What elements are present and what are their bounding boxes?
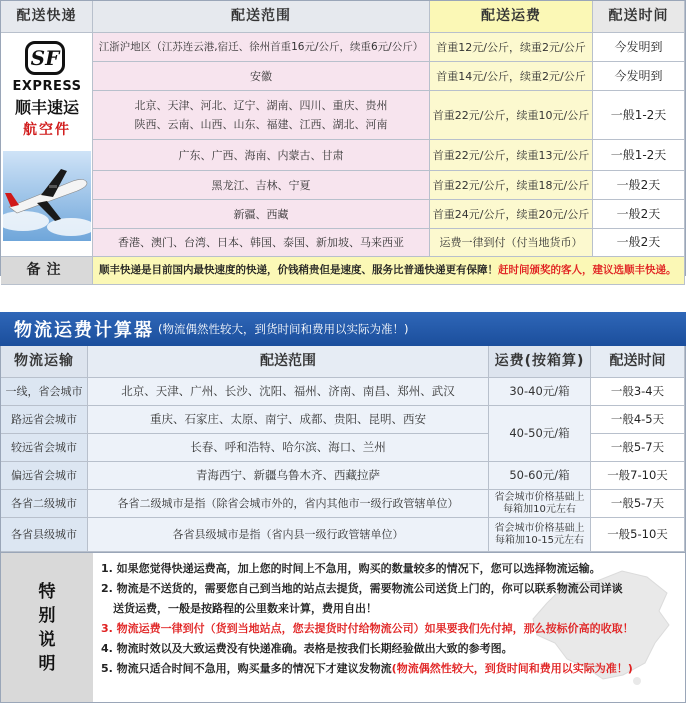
range-row-3 <box>93 91 430 140</box>
note-main-text: 顺丰快递是目前国内最快速度的快递，价钱稍贵但是速度、服务比普通快递更有保障！ <box>99 264 498 276</box>
logistics-table <box>0 346 686 552</box>
sf-company-name: 顺丰速运 <box>14 98 79 117</box>
calc-time-row-3: 一般5-7天 <box>591 434 685 462</box>
calc-header-range: 配送范围 <box>88 346 489 378</box>
time-row-3: 一般1-2天 <box>593 91 685 140</box>
calc-price-row-1: 30-40元/箱 <box>489 378 591 406</box>
calc-price-row-5 <box>489 490 591 518</box>
header-range: 配送范围 <box>93 1 430 33</box>
time-row-4: 一般1-2天 <box>593 140 685 171</box>
note-item-1: 1. 如果您觉得快递运费高，加上您的时间上不急用，购买的数量较多的情况下，您可以选择物流运输。 <box>101 562 601 575</box>
notes-label <box>1 553 93 702</box>
calc-time-row-2: 一般4-5天 <box>591 406 685 434</box>
calc-range-row-1: 北京、天津、广州、长沙、沈阳、福州、济南、南昌、郑州、武汉 <box>88 378 489 406</box>
sf-logo-panel <box>1 33 93 257</box>
calc-range-row-3: 长春、呼和浩特、哈尔滨、海口、兰州 <box>88 434 489 462</box>
calc-type-row-5: 各省二级城市 <box>1 490 88 518</box>
calc-price-row-5-line-1: 省会城市价格基础上 <box>494 491 585 503</box>
range-row-4: 广东、广西、海南、内蒙古、甘肃 <box>93 140 430 171</box>
header-time: 配送时间 <box>593 1 685 33</box>
time-row-1: 今发明到 <box>593 33 685 62</box>
calc-header-type: 物流运输 <box>1 346 88 378</box>
note-item-4: 4. 物流时效以及大致运费没有快递准确。表格是按我们长期经验做出大致的参考图。 <box>101 642 513 655</box>
calc-range-row-2: 重庆、石家庄、太原、南宁、成都、贵阳、昆明、西安 <box>88 406 489 434</box>
header-express: 配送快递 <box>1 1 93 33</box>
calc-price-row-6-line-1: 省会城市价格基础上 <box>494 522 585 534</box>
calc-type-row-1: 一线，省会城市 <box>1 378 88 406</box>
time-row-5: 一般2天 <box>593 171 685 200</box>
calc-time-row-4: 一般7-10天 <box>591 462 685 490</box>
fee-row-4: 首重22元/公斤，续重13元/公斤 <box>430 140 593 171</box>
calc-type-row-3: 较远省会城市 <box>1 434 88 462</box>
range-row-7: 香港、澳门、台湾、日本、韩国、泰国、新加坡、马来西亚 <box>93 229 430 257</box>
calc-subtitle: (物流偶然性较大，到货时间和费用以实际为准！) <box>158 322 409 336</box>
note-item-3: 3. 物流运费一律到付（货到当地站点，您去提货时付给物流公司）如果要我们先付掉，那么按标价高的收取！ <box>101 622 634 635</box>
fee-row-2: 首重14元/公斤，续重2元/公斤 <box>430 62 593 91</box>
calc-title: 物流运费计算器 <box>14 320 154 341</box>
note-item-5-red: (物流偶然性较大，到货时间和费用以实际为准！) <box>391 662 633 675</box>
sf-logo-icon: SF <box>25 41 65 75</box>
header-fee: 配送运费 <box>430 1 593 33</box>
notes-body <box>101 559 681 699</box>
fee-row-5: 首重22元/公斤，续重18元/公斤 <box>430 171 593 200</box>
notes-label-char-2: 别 <box>38 605 56 626</box>
calc-price-row-5-line-2: 每箱加10元左右 <box>503 503 576 515</box>
note-red-text: 赶时间颁奖的客人，建议选顺丰快递。 <box>498 264 677 276</box>
time-row-6: 一般2天 <box>593 200 685 229</box>
calc-type-row-2: 路远省会城市 <box>1 406 88 434</box>
note-text <box>93 257 685 285</box>
notes-label-char-1: 特 <box>38 581 56 602</box>
special-notes <box>0 552 686 703</box>
time-row-2: 今发明到 <box>593 62 685 91</box>
airplane-icon <box>3 151 91 241</box>
range-row-6: 新疆、西藏 <box>93 200 430 229</box>
calc-header-price: 运费(按箱算) <box>489 346 591 378</box>
calc-time-row-1: 一般3-4天 <box>591 378 685 406</box>
fee-row-7: 运费一律到付（付当地货币） <box>430 229 593 257</box>
calc-range-row-4: 青海西宁、新疆乌鲁木齐、西藏拉萨 <box>88 462 489 490</box>
range-row-3-line-1: 北京、天津、河北、辽宁、湖南、四川、重庆、贵州 <box>134 99 388 112</box>
sf-express-label: EXPRESS <box>12 79 82 94</box>
range-row-1: 江浙沪地区（江苏连云港,宿迁、徐州首重16元/公斤，续重6元/公斤） <box>93 33 430 62</box>
calc-price-row-6-line-2: 每箱加10-15元左右 <box>494 534 585 546</box>
range-row-2: 安徽 <box>93 62 430 91</box>
calc-type-row-6: 各省县级城市 <box>1 518 88 552</box>
fee-row-1: 首重12元/公斤，续重2元/公斤 <box>430 33 593 62</box>
calc-header-time: 配送时间 <box>591 346 685 378</box>
calc-price-row-6 <box>489 518 591 552</box>
notes-label-char-3: 说 <box>38 629 56 650</box>
range-row-5: 黑龙江、吉林、宁夏 <box>93 171 430 200</box>
time-row-7: 一般2天 <box>593 229 685 257</box>
calc-price-row-2-3: 40-50元/箱 <box>489 406 591 462</box>
fee-row-3: 首重22元/公斤，续重10元/公斤 <box>430 91 593 140</box>
sf-air-label: 航空件 <box>23 122 71 138</box>
note-item-5-text: 5. 物流只适合时间不急用，购买量多的情况下才建议发物流 <box>101 662 392 675</box>
note-item-2: 2. 物流是不送货的，需要您自己到当地的站点去提货，需要物流公司送货上门的，你可以联系物流公司详谈 <box>101 582 623 595</box>
calc-time-row-5: 一般5-7天 <box>591 490 685 518</box>
calc-type-row-4: 偏远省会城市 <box>1 462 88 490</box>
calc-range-row-5: 各省二级城市是指（除省会城市外的，省内其他市一级行政管辖单位） <box>88 490 489 518</box>
express-table <box>0 0 686 276</box>
calc-time-row-6: 一般5-10天 <box>591 518 685 552</box>
calc-range-row-6: 各省县级城市是指（省内县一级行政管辖单位） <box>88 518 489 552</box>
note-item-5 <box>101 659 681 679</box>
calc-price-row-4: 50-60元/箱 <box>489 462 591 490</box>
fee-row-6: 首重24元/公斤，续重20元/公斤 <box>430 200 593 229</box>
calc-title-bar <box>0 312 686 346</box>
note-item-2-cont: 送货运费，一般是按路程的公里数来计算，费用自出！ <box>113 602 377 615</box>
note-label: 备注 <box>1 257 93 285</box>
notes-label-char-4: 明 <box>38 653 56 674</box>
range-row-3-line-2: 陕西、云南、山西、山东、福建、江西、湖北、河南 <box>134 118 388 131</box>
